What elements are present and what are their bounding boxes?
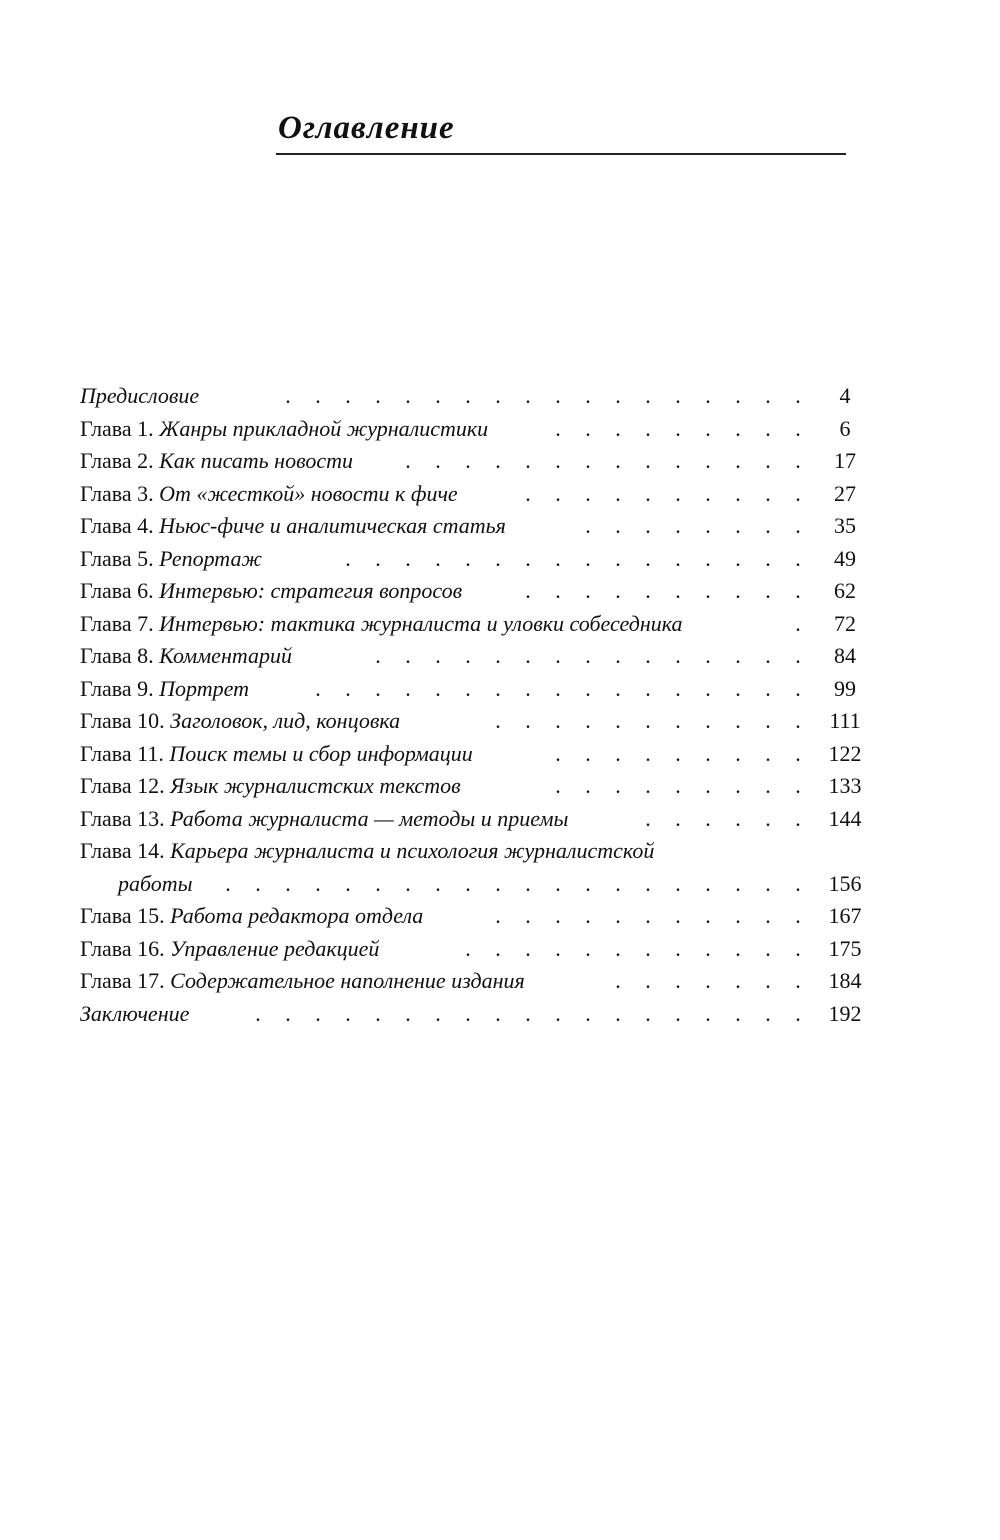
- dot-leader: . . . . . . . . . . .: [495, 708, 801, 733]
- dot-leader: . . . . . . .: [615, 968, 801, 993]
- toc-entry-line: [80, 868, 875, 901]
- page-number: 167: [828, 903, 862, 928]
- chapter-title: Интервью: стратегия вопросов: [159, 578, 463, 603]
- chapter-title: Заголовок, лид, концовка: [170, 708, 401, 733]
- toc-entry-label: [80, 578, 462, 603]
- chapter-number: Глава 9.: [80, 675, 154, 701]
- dot-leader: . . . . . . . . . . . . . .: [405, 448, 801, 473]
- toc-entry-line: [80, 900, 875, 933]
- toc-entry: [80, 413, 875, 446]
- chapter-title: Язык журналистских текстов: [170, 773, 461, 798]
- chapter-number: Глава 16.: [80, 935, 165, 961]
- toc-entry-label: [80, 676, 249, 701]
- dot-leader: . . . . . . . . . .: [525, 578, 801, 603]
- toc-entry-label: [80, 903, 423, 928]
- toc-entry: [80, 998, 875, 1031]
- toc-entry-label: [80, 513, 506, 538]
- page-number: 72: [834, 610, 856, 636]
- chapter-number: Глава 13.: [80, 805, 165, 831]
- dot-leader: . . . . . . . .: [585, 513, 801, 538]
- chapter-title: Комментарий: [159, 643, 293, 668]
- chapter-title: Жанры прикладной журналистики: [159, 415, 489, 441]
- toc-entry-line: [80, 803, 875, 836]
- toc-entry: [80, 965, 875, 998]
- chapter-number: Глава 10.: [80, 708, 165, 733]
- chapter-title: Управление редакцией: [170, 935, 380, 961]
- chapter-title: Портрет: [159, 675, 250, 701]
- chapter-title: Работа журналиста — методы и приемы: [170, 805, 569, 831]
- toc-entry-line: [80, 835, 875, 868]
- chapter-number: Глава 7.: [80, 610, 154, 636]
- toc-entry: [80, 803, 875, 836]
- page-number: 111: [829, 708, 861, 733]
- toc-entry: [80, 705, 875, 738]
- chapter-number: Глава 14.: [80, 838, 165, 863]
- chapter-title: Поиск темы и сбор информации: [169, 740, 473, 766]
- page-title: Оглавление: [278, 110, 455, 146]
- toc-entry: [80, 770, 875, 803]
- page-number: 49: [834, 545, 856, 571]
- page-number: 192: [828, 1000, 862, 1026]
- dot-leader: . . . . . . . . .: [555, 415, 801, 441]
- toc-entry-line: [80, 413, 875, 446]
- toc-entry-label: [80, 643, 292, 668]
- toc-entry-label: [80, 383, 199, 408]
- toc-entry-label: [80, 838, 654, 863]
- chapter-number: Глава 12.: [80, 773, 165, 798]
- chapter-number: Глава 1.: [80, 415, 154, 441]
- dot-leader: . . . . . . . . . . .: [495, 903, 801, 928]
- page-number: 4: [839, 383, 851, 408]
- chapter-title-continuation: работы: [118, 870, 193, 896]
- table-of-contents: [80, 380, 875, 1030]
- page-number: 84: [834, 643, 856, 668]
- chapter-title: Интервью: тактика журналиста и уловки собеседника: [159, 610, 683, 636]
- chapter-number: Глава 5.: [80, 545, 154, 571]
- chapter-number: Глава 17.: [80, 968, 165, 993]
- toc-entry-line: [80, 965, 875, 998]
- page-number: 99: [834, 675, 856, 701]
- toc-entry-line: [80, 608, 875, 641]
- toc-entry-line: [80, 543, 875, 576]
- chapter-number: Глава 11.: [80, 740, 164, 766]
- dot-leader: .: [795, 610, 801, 636]
- chapter-title: Содержательное наполнение издания: [170, 968, 525, 993]
- toc-entry-label: [80, 936, 379, 961]
- toc-entry: [80, 835, 875, 900]
- toc-entry-label: [80, 546, 262, 571]
- dot-leader: . . . . . . . . .: [555, 773, 801, 798]
- toc-entry: [80, 608, 875, 641]
- page-number: 175: [828, 935, 862, 961]
- dot-leader: . . . . . . . . . . . . . . . . . .: [285, 383, 801, 408]
- toc-entry: [80, 445, 875, 478]
- toc-entry: [80, 380, 875, 413]
- toc-entry: [80, 543, 875, 576]
- toc-entry-line: [80, 510, 875, 543]
- dot-leader: . . . . . . . . . . . . . . . . . . . .: [225, 870, 801, 896]
- toc-entry-label: [80, 773, 461, 798]
- title-underline: [276, 153, 846, 155]
- page-number: 6: [839, 415, 851, 441]
- chapter-title: Как писать новости: [159, 448, 353, 473]
- chapter-title: От «жесткой» новости к фиче: [159, 480, 458, 506]
- toc-entry: [80, 673, 875, 706]
- toc-entry-label: [80, 708, 400, 733]
- page-number: 122: [828, 740, 862, 766]
- dot-leader: . . . . . . . . . .: [525, 480, 801, 506]
- toc-entry-label: [80, 806, 568, 831]
- toc-entry-line: [80, 445, 875, 478]
- toc-entry-label: [80, 741, 473, 766]
- toc-entry-label: [80, 968, 525, 993]
- page-number: 62: [834, 578, 856, 603]
- chapter-number: Глава 4.: [80, 513, 154, 538]
- dot-leader: . . . . . . . . . . . . . . .: [375, 643, 801, 668]
- chapter-number: Глава 8.: [80, 643, 154, 668]
- chapter-number: Глава 15.: [80, 903, 165, 928]
- toc-entry: [80, 478, 875, 511]
- page-number: 17: [834, 448, 856, 473]
- toc-entry-line: [80, 738, 875, 771]
- dot-leader: . . . . . . . . . . . . . . . . . . .: [255, 1000, 801, 1026]
- chapter-number: Глава 2.: [80, 448, 154, 473]
- toc-entry: [80, 640, 875, 673]
- toc-entry-label: [80, 611, 683, 636]
- toc-entry: [80, 510, 875, 543]
- dot-leader: . . . . . . . . .: [555, 740, 801, 766]
- toc-entry: [80, 933, 875, 966]
- chapter-title: Предисловие: [80, 383, 200, 408]
- toc-entry-label: [80, 1001, 189, 1026]
- chapter-title: Карьера журналиста и психология журналистской: [170, 838, 655, 863]
- toc-entry-line: [80, 640, 875, 673]
- chapter-title: Работа редактора отдела: [170, 903, 424, 928]
- toc-entry-line: [80, 705, 875, 738]
- dot-leader: . . . . . . . . . . . . . . . . .: [315, 675, 801, 701]
- dot-leader: . . . . . . . . . . . . . . . .: [345, 545, 801, 571]
- chapter-number: Глава 6.: [80, 578, 154, 603]
- dot-leader: . . . . . .: [645, 805, 801, 831]
- toc-entry-line: [80, 998, 875, 1031]
- toc-entry-line: [80, 933, 875, 966]
- chapter-title: Репортаж: [159, 545, 262, 571]
- page-number: 27: [834, 480, 856, 506]
- page-number: 35: [834, 513, 856, 538]
- toc-entry: [80, 738, 875, 771]
- toc-entry-label: [80, 416, 488, 441]
- toc-entry: [80, 900, 875, 933]
- toc-entry-line: [80, 478, 875, 511]
- toc-entry-label: [80, 481, 458, 506]
- page-number: 144: [828, 805, 862, 831]
- chapter-number: Глава 3.: [80, 480, 154, 506]
- toc-entry-line: [80, 770, 875, 803]
- page-number: 156: [828, 870, 862, 896]
- page-number: 133: [828, 773, 862, 798]
- page-number: 184: [828, 968, 862, 993]
- dot-leader: . . . . . . . . . . . .: [465, 935, 801, 961]
- toc-entry-label: [80, 448, 353, 473]
- toc-entry-line: [80, 380, 875, 413]
- chapter-title: Заключение: [80, 1000, 190, 1026]
- toc-entry-line: [80, 575, 875, 608]
- toc-entry: [80, 575, 875, 608]
- toc-entry-line: [80, 673, 875, 706]
- chapter-title: Ньюс-фиче и аналитическая статья: [159, 513, 506, 538]
